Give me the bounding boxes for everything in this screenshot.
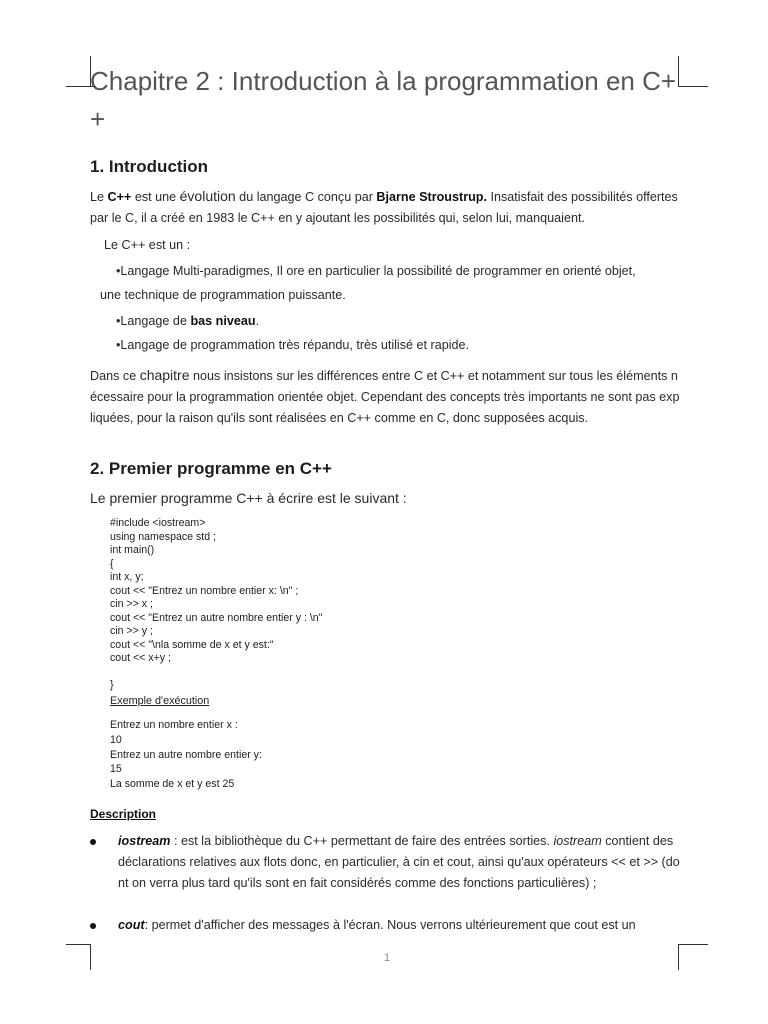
feature-item-1-continued: une technique de programmation puissante. <box>100 288 346 302</box>
example-title: Exemple d'exécution <box>110 695 210 707</box>
page-number: 1 <box>384 952 391 964</box>
chapter-scope-paragraph: Dans ce chapitre nous insistons sur les différences entre C et C++ et notamment sur tous les éléments nécessaire pour la programmation orientée objet. Cependant des concepts très importants ne sont pas expliquées, pour la raison qu'ils sont réalisées en C++ comme en C, donc supposées acquis. <box>90 367 680 425</box>
section-1-heading: 1. Introduction <box>90 157 209 176</box>
crop-mark-bottom-right-v <box>678 944 679 970</box>
crop-mark-bottom-right-h <box>678 944 708 945</box>
feature-item-2: •Langage de bas niveau. <box>116 314 260 328</box>
chapter-title: Chapitre 2 : Introduction à la programmation en C++ <box>90 66 677 134</box>
crop-mark-bottom-left-h <box>66 944 91 945</box>
description-title: Description <box>90 807 157 821</box>
document-page <box>90 62 680 932</box>
cpp-is-lead: Le C++ est un : <box>104 238 191 252</box>
bullet-dot <box>90 839 96 845</box>
crop-mark-bottom-left-v <box>90 944 91 970</box>
code-listing: #include <iostream> using namespace std ; int main() { int x, y; cout << "Entrez un nombre entier x: \n" ; cin >> x ; cout << "Entrez un autre nombre entier y : \n" cin >> y ; cout << "\nla somme de x et y est:" cout << x+y ; } <box>110 517 323 691</box>
crop-mark-top-right-h <box>678 86 708 87</box>
intro-paragraph: Le C++ est une évolution du langage C conçu par Bjarne Stroustrup. Insatisfait des possibilités offertes par le C, il a créé en 1983 le C++ en y ajoutant les possibilités qui, selon lui, manquaient. <box>90 188 678 225</box>
description-bullet-cout: cout: permet d'afficher des messages à l'écran. Nous verrons ultérieurement que cout est un <box>90 915 680 936</box>
description-bullet-iostream: iostream : est la bibliothèque du C++ permettant de faire des entrées sorties. iostream contient des déclarations relatives aux flots donc, en particulier, à cin et cout, ainsi qu'aux opérateurs << et >> (dont on verra plus tard qu'ils sont en fait considérés comme des fonctions particulières) ; <box>90 831 680 894</box>
section-2-heading: 2. Premier programme en C++ <box>90 459 332 478</box>
first-program-lead: Le premier programme C++ à écrire est le suivant : <box>90 490 407 506</box>
bullet-dot <box>90 923 96 929</box>
feature-item-1: •Langage Multi-paradigmes, Il ore en particulier la possibilité de programmer en orienté objet, <box>116 264 636 278</box>
example-output: Entrez un nombre entier x : 10 Entrez un autre nombre entier y: 15 La somme de x et y est 25 <box>110 719 262 791</box>
feature-item-3: •Langage de programmation très répandu, très utilisé et rapide. <box>116 338 470 352</box>
